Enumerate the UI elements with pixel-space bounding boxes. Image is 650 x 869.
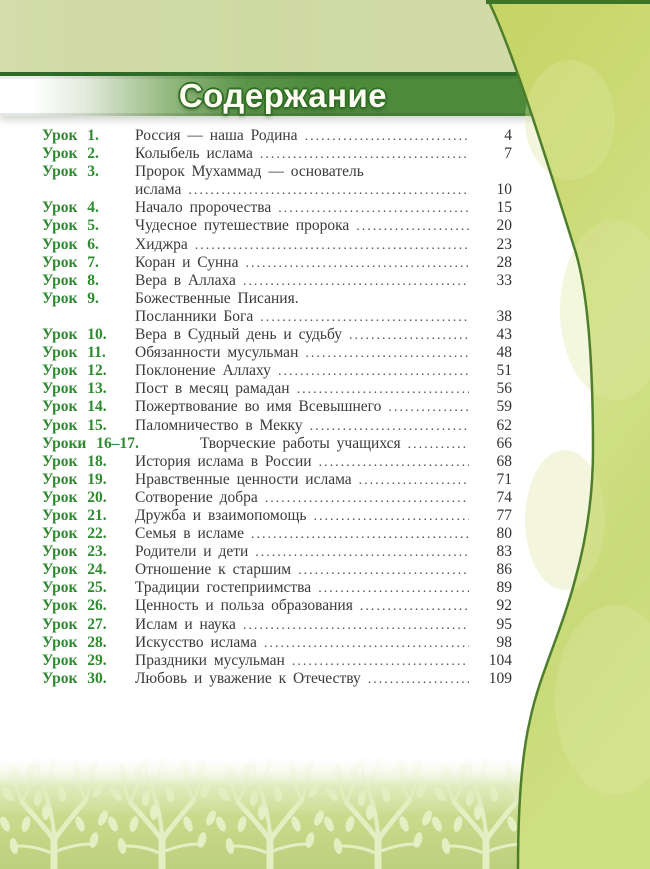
page-number: 62 <box>496 416 512 434</box>
lesson-label: Урок 26. <box>42 597 107 615</box>
lesson-title: Искусство ислама <box>135 633 257 651</box>
page-number: 20 <box>496 217 512 235</box>
page-number: 10 <box>496 181 512 199</box>
lesson-title: Вера в Аллаха <box>135 271 236 289</box>
page-number: 48 <box>496 344 512 362</box>
lesson-title: Колыбель ислама <box>135 145 253 163</box>
lesson-title: Ислам и наука <box>135 615 236 633</box>
page-number: 71 <box>496 470 512 488</box>
page-number: 92 <box>496 597 512 615</box>
lesson-title: ислама <box>135 181 182 199</box>
lesson-label: Урок 28. <box>42 633 107 651</box>
lesson-title: Дружба и взаимопомощь <box>135 506 307 524</box>
lesson-label: Урок 1. <box>42 127 99 144</box>
lesson-label: Урок 15. <box>42 416 107 434</box>
lesson-label: Урок 3. <box>42 163 99 181</box>
lesson-label: Урок 22. <box>42 525 107 543</box>
lesson-title: Сотворение добра <box>135 488 258 506</box>
lesson-label: Урок 25. <box>42 579 107 597</box>
lesson-title: Праздники мусульман <box>135 651 285 669</box>
lesson-label: Урок 11. <box>42 344 106 362</box>
lesson-label: Урок 27. <box>42 615 107 633</box>
lesson-title: Творческие работы учащихся <box>200 434 401 452</box>
page-number: 86 <box>496 561 512 579</box>
lesson-title: Посланники Бога <box>135 307 254 325</box>
page-number: 104 <box>488 651 512 669</box>
lesson-title: Начало пророчества <box>135 199 272 217</box>
page-number: 109 <box>488 669 512 687</box>
lesson-title: Нравственные ценности ислама <box>135 470 352 488</box>
lesson-title: Пожертвование во имя Всевышнего <box>135 398 382 416</box>
lesson-title: История ислама в России <box>135 452 312 470</box>
lesson-title: Россия — наша Родина <box>135 127 298 144</box>
lesson-title: Пророк Мухаммад — основатель <box>135 163 364 181</box>
page-number: 66 <box>496 434 512 452</box>
lesson-title: Семья в исламе <box>135 525 244 543</box>
lesson-label: Урок 23. <box>42 543 107 561</box>
page-number: 74 <box>496 488 512 506</box>
lesson-title: Коран и Сунна <box>135 253 239 271</box>
lesson-title: Отношение к старшим <box>135 561 292 579</box>
lesson-label: Урок 18. <box>42 452 107 470</box>
lesson-label: Урок 5. <box>42 217 99 235</box>
lesson-label: Урок 13. <box>42 380 107 398</box>
lesson-label: Урок 6. <box>42 235 99 253</box>
lesson-label: Уроки 16–17. <box>42 434 139 452</box>
lesson-label: Урок 21. <box>42 506 107 524</box>
page-number: 83 <box>496 543 512 561</box>
page-number: 80 <box>496 525 512 543</box>
lesson-label: Урок 9. <box>42 289 99 307</box>
page-number: 43 <box>496 326 512 344</box>
page-number: 77 <box>496 506 512 524</box>
lesson-label: Урок 30. <box>42 669 107 687</box>
lesson-title: Поклонение Аллаху <box>135 362 271 380</box>
page-title: Содержание <box>178 77 388 114</box>
lesson-title: Божественные Писания. <box>135 289 299 307</box>
lesson-title: Ценность и польза образования <box>135 597 353 615</box>
lesson-label: Урок 20. <box>42 488 107 506</box>
page-number: 59 <box>496 398 512 416</box>
lesson-label: Урок 2. <box>42 145 99 163</box>
lesson-title: Паломничество в Мекку <box>135 416 303 434</box>
lesson-title: Вера в Судный день и судьбу <box>135 326 343 344</box>
lesson-label: Урок 24. <box>42 561 107 579</box>
lesson-title: Традиции гостеприимства <box>135 579 312 597</box>
lesson-label: Урок 29. <box>42 651 107 669</box>
page-number: 23 <box>496 235 512 253</box>
lesson-title: Хиджра <box>135 235 188 253</box>
lesson-title: Любовь и уважение к Отечеству <box>135 669 361 687</box>
page-number: 95 <box>496 615 512 633</box>
page-number: 89 <box>496 579 512 597</box>
page-number: 38 <box>496 307 512 325</box>
lesson-label: Урок 7. <box>42 253 99 271</box>
page-number: 98 <box>496 633 512 651</box>
lesson-label: Урок 4. <box>42 199 99 217</box>
page-number: 7 <box>504 145 512 163</box>
page-number: 68 <box>496 452 512 470</box>
lesson-label: Урок 10. <box>42 326 107 344</box>
lesson-label: Урок 19. <box>42 470 107 488</box>
lesson-title: Родители и дети <box>135 543 249 561</box>
side-panel <box>420 0 650 869</box>
lesson-label: Урок 12. <box>42 362 107 380</box>
page-number: 4 <box>504 127 512 144</box>
lesson-label: Урок 14. <box>42 398 107 416</box>
lesson-title: Пост в месяц рамадан <box>135 380 290 398</box>
page-number: 51 <box>496 362 512 380</box>
lesson-title: Чудесное путешествие пророка <box>135 217 350 235</box>
lesson-label: Урок 8. <box>42 271 99 289</box>
lesson-title: Обязанности мусульман <box>135 344 299 362</box>
page-number: 28 <box>496 253 512 271</box>
page-number: 15 <box>496 199 512 217</box>
page-number: 33 <box>496 271 512 289</box>
page-number: 56 <box>496 380 512 398</box>
